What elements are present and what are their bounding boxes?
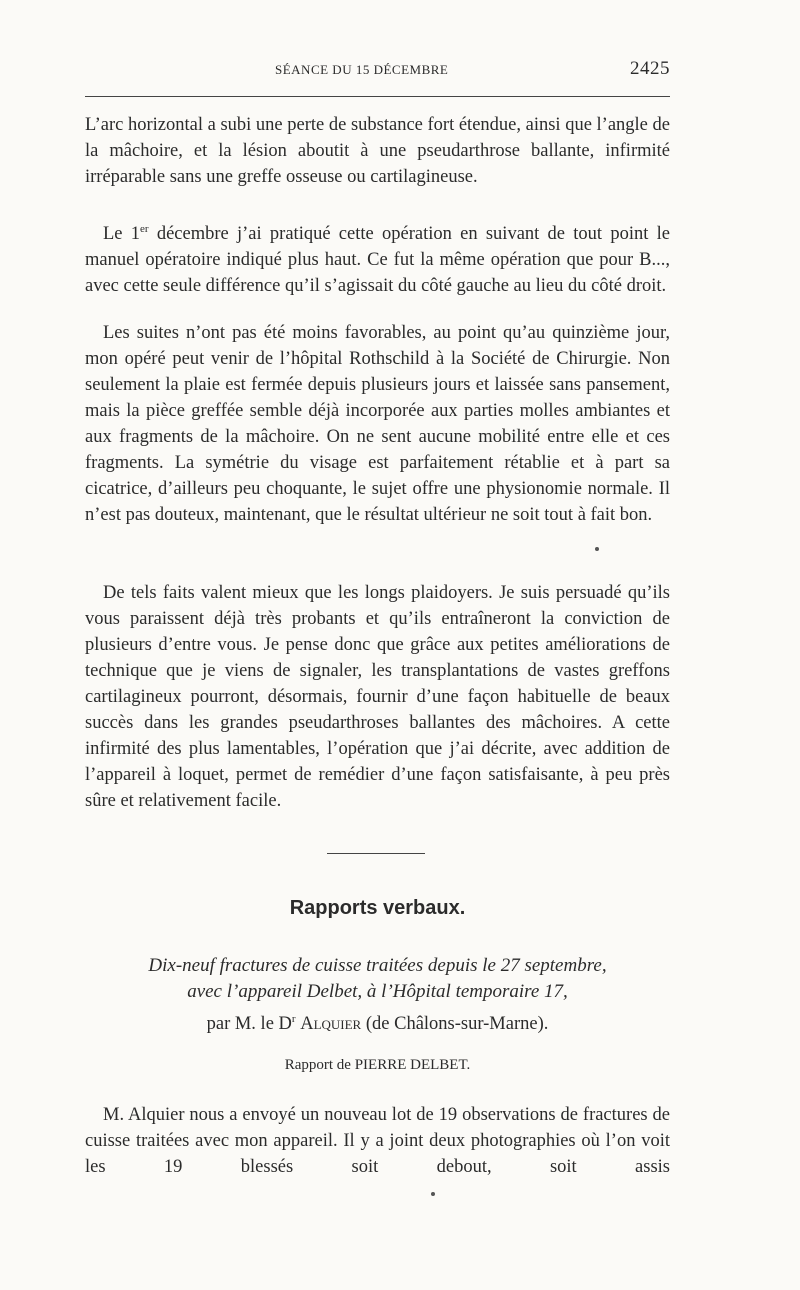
print-speck <box>431 1192 435 1196</box>
running-header <box>85 57 670 83</box>
byline-prefix: par M. le D <box>206 1014 292 1035</box>
header-title: SÉANCE DU 15 DÉCEMBRE <box>275 62 449 77</box>
byline-sup: r <box>291 1013 296 1025</box>
report-title-line-1: Dix-neuf fractures de cuisse traitées depuis le 27 septembre, <box>148 955 607 976</box>
paragraph-2-sup: er <box>140 223 149 235</box>
paragraph-4 <box>85 580 670 814</box>
paragraph-5 <box>85 1102 670 1180</box>
rapport-line: Rapport de PIERRE DELBET. <box>284 1057 471 1073</box>
paragraph-4-text: De tels faits valent mieux que les longs plaidoyers. Je suis persuadé qu’ils vous paraissent déjà très probants et qu’ils entraîneront la conviction de plusieurs d’entre vous. Je pense donc que grâce aux petites améliorations de technique que je viens de signaler, les transplantations de vastes greffons cartilagineux pourront, désormais, fournir d’une façon habituelle de beaux succès dans les grandes pseudarthroses ballantes des mâchoires. A cette infirmité des plus lamentables, l’opération que j’ai décrite, avec addition de l’appareil à loquet, permet de remédier d’une façon satisfaisante, à peu près sûre et relativement facile. <box>85 583 670 811</box>
print-speck <box>595 547 599 551</box>
paragraph-1 <box>85 112 670 190</box>
paragraph-2-prefix: Le 1 <box>103 224 141 245</box>
paragraph-2-text <box>85 216 670 299</box>
paragraph-2 <box>85 216 670 299</box>
header-rule <box>85 96 670 97</box>
section-separator <box>327 853 425 854</box>
report-byline <box>85 1013 670 1035</box>
section-heading: Rapports verbaux. <box>289 897 466 919</box>
paragraph-5-text: M. Alquier nous a envoyé un nouveau lot de 19 observations de fractures de cuisse traitées avec mon appareil. Il y a joint deux photographies où l’on voit les 19 blessés soit debout, soit assis <box>85 1105 670 1177</box>
paragraph-2-rest: décembre j’ai pratiqué cette opération en suivant de tout point le manuel opératoire indiqué plus haut. Ce fut la même opération que pour B..., avec cette seule différence qu’il s’agissait du côté gauche au lieu du côté droit. <box>85 224 670 297</box>
paragraph-3-text: Les suites n’ont pas été moins favorables, au point qu’au quinzième jour, mon opéré peut venir de l’hôpital Rothschild à la Société de Chirurgie. Non seulement la plaie est fermée depuis plusieurs jours et laissée sans pansement, mais la pièce greffée semble déjà incorporée aux parties molles ambiantes et aux fragments de la mâchoire. On ne sent aucune mobilité entre elle et ces fragments. La symétrie du visage est parfaitement rétablie et à part sa cicatrice, d’ailleurs peu choquante, le sujet offre une physionomie normale. Il n’est pas douteux, maintenant, que le résultat ultérieur ne soit tout à fait bon. <box>85 323 670 525</box>
report-title-line-2: avec l’appareil Delbet, à l’Hôpital temporaire 17, <box>187 981 568 1002</box>
paragraph-1-text: L’arc horizontal a subi une perte de substance fort étendue, ainsi que l’angle de la mâchoire, et la lésion aboutit à une pseudarthrose ballante, infirmité irréparable sans une greffe osseuse ou cartilagineuse. <box>85 115 670 187</box>
byline-author: Alquier <box>300 1014 362 1035</box>
page-number: 2425 <box>630 58 670 79</box>
paragraph-3 <box>85 320 670 528</box>
byline-suffix: (de Châlons-sur-Marne). <box>361 1014 549 1035</box>
